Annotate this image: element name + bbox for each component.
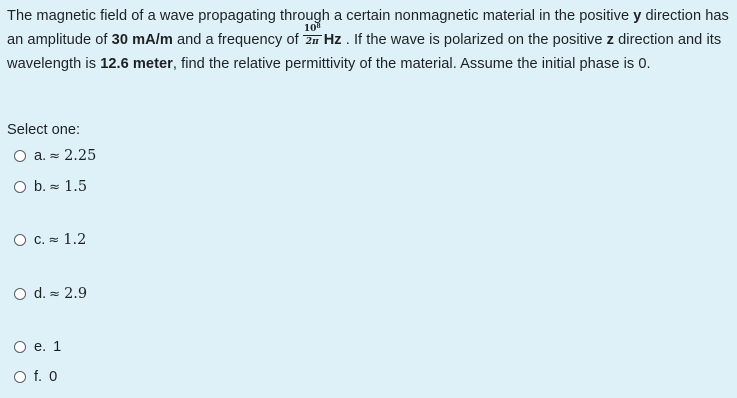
option-letter: e. [34,339,47,355]
approx-icon: ≈ [49,179,61,195]
option-letter: f. [34,369,43,385]
option-letter: a. [34,148,47,164]
frequency-numerator: $10^8$ [303,22,321,34]
option-letter: c. [34,232,46,248]
radio-c-icon[interactable] [14,234,26,246]
option-f[interactable] [14,368,57,386]
question-part3: and a frequency of [172,32,303,48]
wavelength-value: 12.6 meter [100,56,173,72]
option-b[interactable] [14,178,87,196]
option-a[interactable] [14,147,96,165]
option-value: 1.5 [64,179,88,195]
option-value: 0 [49,369,58,385]
approx-icon: ≈ [48,232,60,248]
polarization-axis: z [606,32,615,48]
approx-icon: ≈ [49,286,61,302]
option-value: 1.2 [63,232,87,248]
question-part6: , find the relative permittivity of the material. Assume the initial phase is 0. [172,56,651,72]
radio-d-icon[interactable] [14,288,26,300]
question-part2: direction has an amplitude of [7,8,729,48]
question-text [7,4,731,76]
radio-f-icon[interactable] [14,371,26,383]
option-value: 2.25 [64,148,97,164]
question-part5: direction and its wavelength is [7,32,722,72]
question-part1: The magnetic field of a wave propagating through a certain nonmagnetic material in the positive [7,8,634,24]
amplitude-value: 30 mA/m [111,32,173,48]
frequency-unit: Hz [323,32,342,48]
radio-b-icon[interactable] [14,181,26,193]
question-part4: . If the wave is polarized on the positive [341,32,607,48]
radio-e-icon[interactable] [14,341,26,353]
approx-icon: ≈ [49,148,61,164]
option-value: 1 [53,339,62,355]
option-d[interactable] [14,285,87,303]
select-prompt: Select one: [7,122,81,138]
direction-axis: y [633,8,642,24]
option-letter: b. [34,179,47,195]
frequency-denominator: 2π [305,36,319,47]
option-value: 2.9 [64,286,88,302]
option-letter: d. [34,286,47,302]
frequency-fraction [303,24,322,47]
option-e[interactable] [14,338,61,356]
option-c[interactable] [14,231,86,249]
radio-a-icon[interactable] [14,150,26,162]
